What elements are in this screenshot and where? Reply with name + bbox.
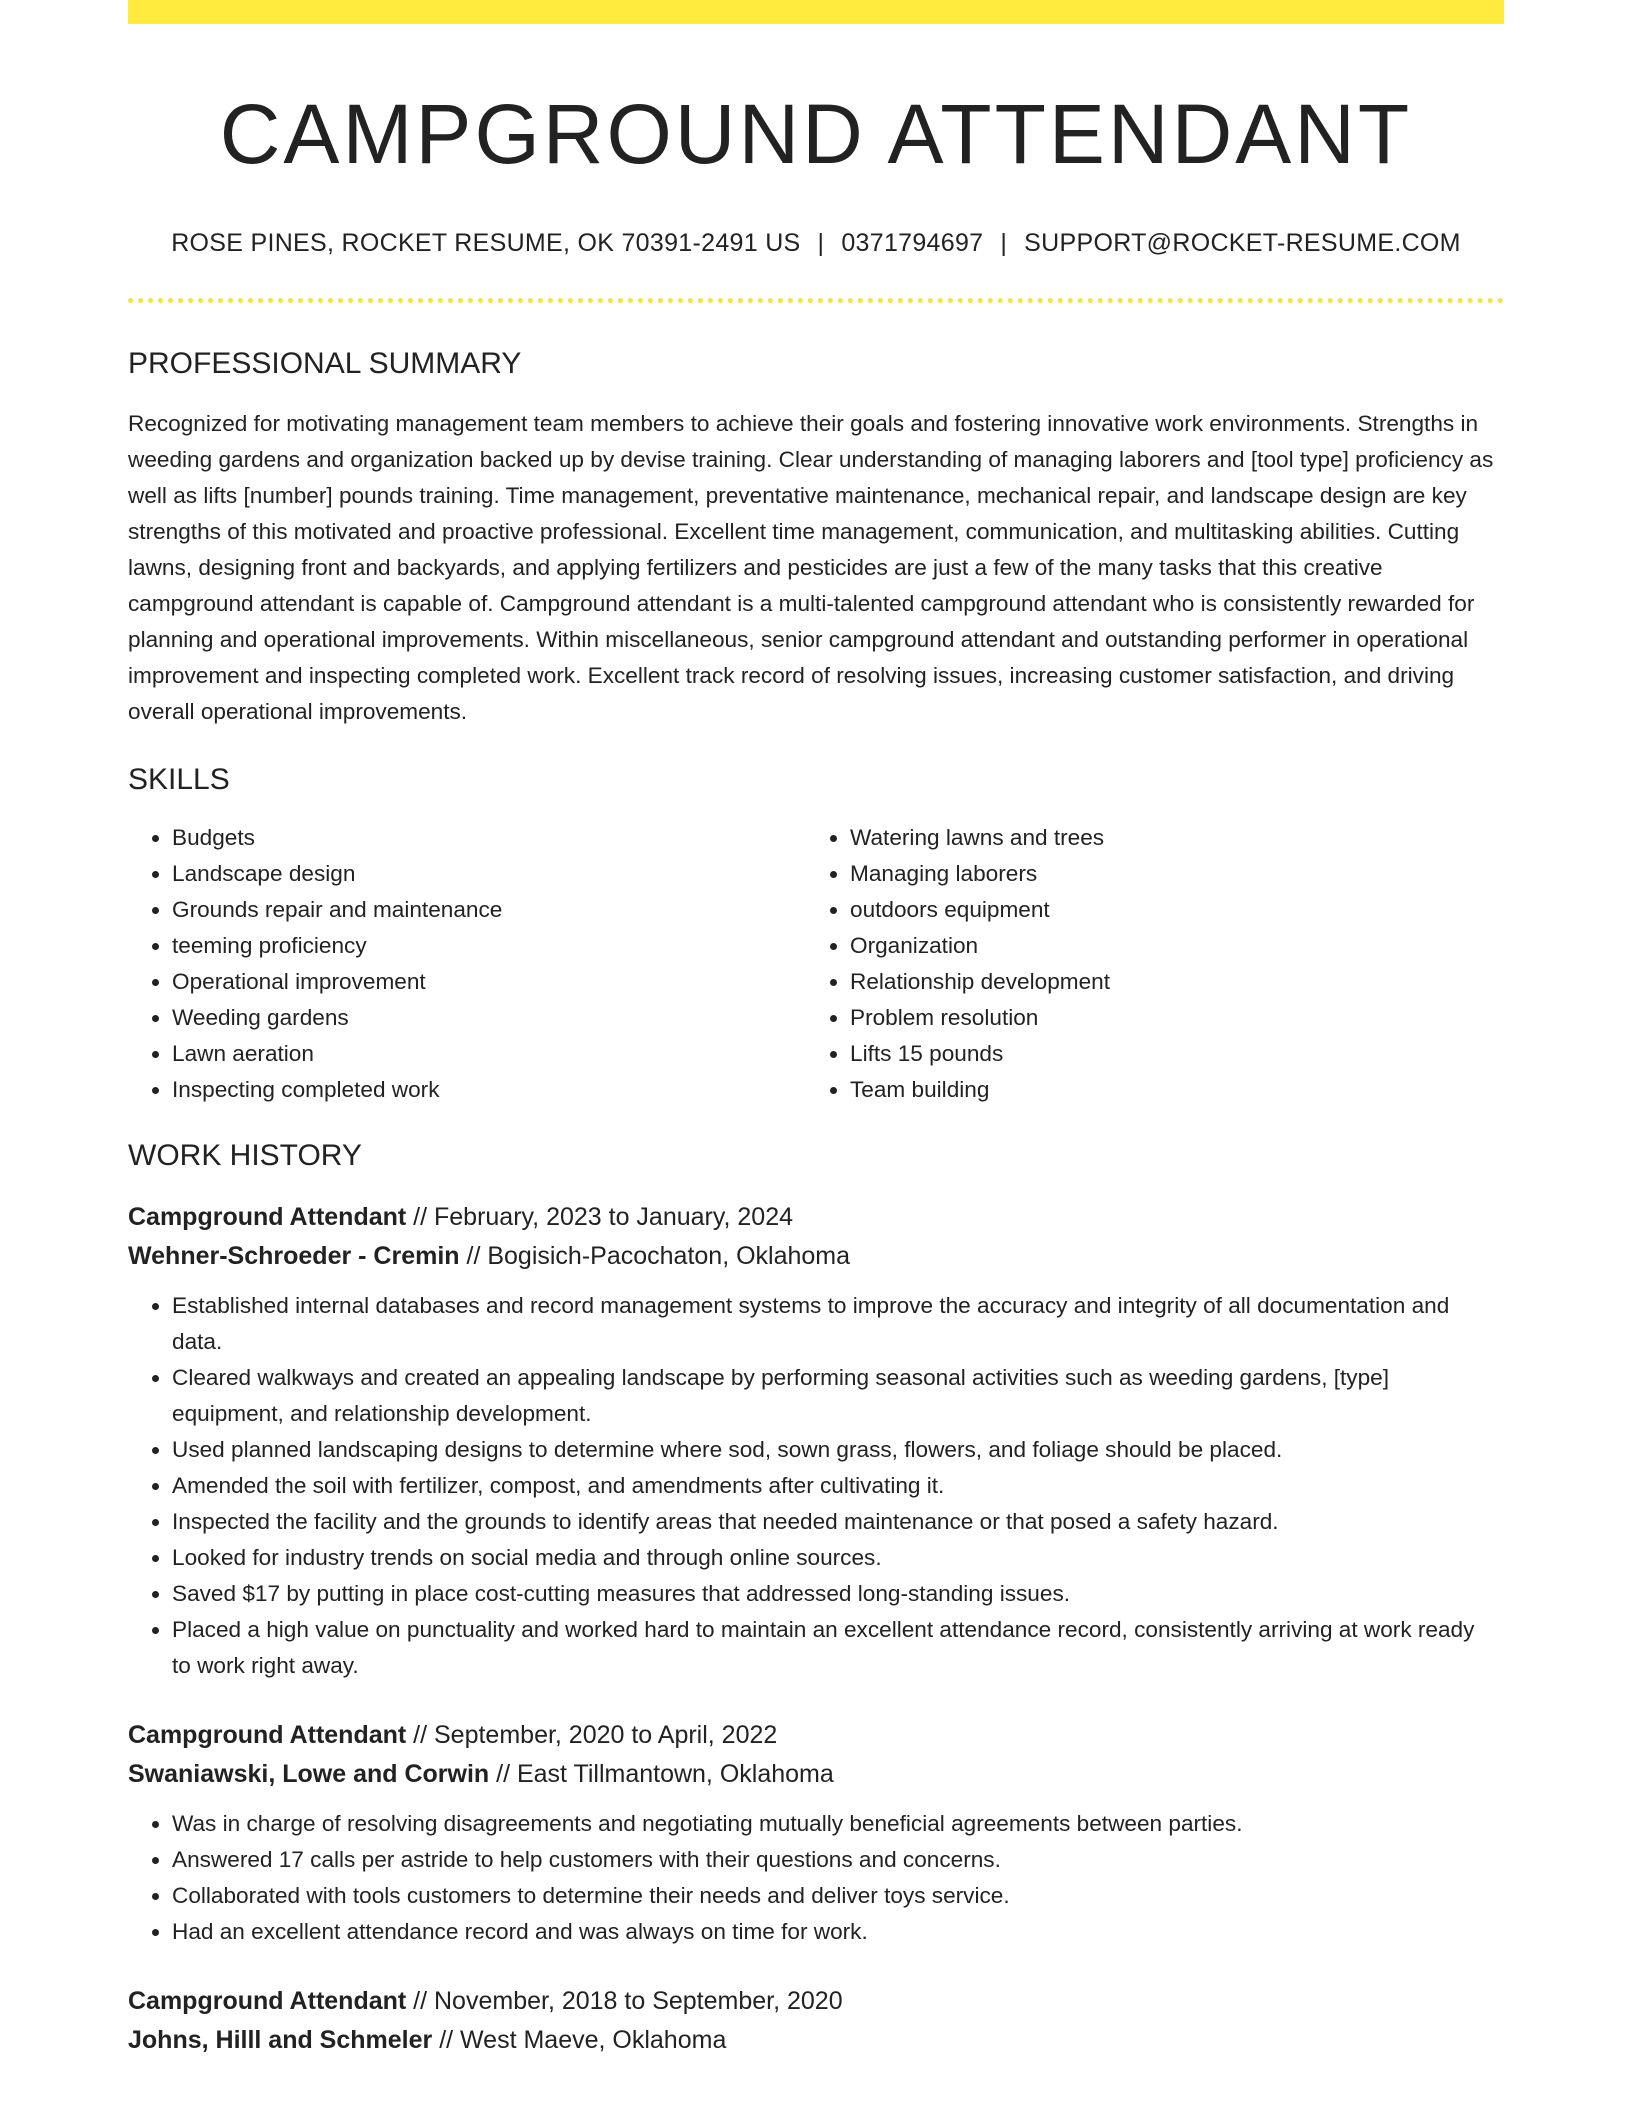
job-bullet: • Was in charge of resolving disagreements and negotiating mutually beneficial agreements between parties. bbox=[172, 1806, 1504, 1842]
job-role-line bbox=[128, 1716, 1504, 1755]
contact-separator: | bbox=[817, 228, 825, 257]
accent-bar bbox=[128, 0, 1504, 24]
summary-heading: PROFESSIONAL SUMMARY bbox=[128, 346, 522, 380]
job-dates: // September, 2020 to April, 2022 bbox=[406, 1720, 778, 1749]
job-company-line bbox=[128, 2021, 1504, 2060]
skill-item: • Organization bbox=[850, 928, 1484, 964]
job-entry bbox=[128, 1716, 1504, 1950]
job-bullet: • Amended the soil with fertilizer, compost, and amendments after cultivating it. bbox=[172, 1468, 1504, 1504]
job-location: // East Tillmantown, Oklahoma bbox=[489, 1759, 834, 1788]
job-bullets bbox=[128, 1806, 1504, 1950]
job-location: // Bogisich-Pacochaton, Oklahoma bbox=[459, 1241, 851, 1270]
skill-item: • Lifts 15 pounds bbox=[850, 1036, 1484, 1072]
job-role: Campground Attendant bbox=[128, 1986, 407, 2015]
skill-item: • outdoors equipment bbox=[850, 892, 1484, 928]
job-company-line bbox=[128, 1755, 1504, 1794]
job-role-line bbox=[128, 1982, 1504, 2021]
skill-item: • Relationship development bbox=[850, 964, 1484, 1000]
job-location: // West Maeve, Oklahoma bbox=[432, 2025, 727, 2054]
contact-line bbox=[128, 229, 1504, 258]
skill-item: • Watering lawns and trees bbox=[850, 820, 1484, 856]
job-company: Wehner-Schroeder - Cremin bbox=[128, 1241, 460, 1270]
skills-heading: SKILLS bbox=[128, 762, 230, 796]
job-bullet: • Had an excellent attendance record and was always on time for work. bbox=[172, 1914, 1504, 1950]
job-dates: // February, 2023 to January, 2024 bbox=[406, 1202, 794, 1231]
skill-item: • Landscape design bbox=[172, 856, 806, 892]
job-company: Swaniawski, Lowe and Corwin bbox=[128, 1759, 490, 1788]
job-bullet: • Saved $17 by putting in place cost-cutting measures that addressed long-standing issues. bbox=[172, 1576, 1504, 1612]
skill-item: • Operational improvement bbox=[172, 964, 806, 1000]
resume-name: CAMPGROUND ATTENDANT bbox=[219, 87, 1413, 181]
dotted-divider bbox=[128, 298, 1504, 303]
contact-phone: 0371794697 bbox=[841, 228, 984, 257]
job-entry bbox=[128, 1198, 1504, 1684]
job-bullet: • Placed a high value on punctuality and worked hard to maintain an excellent attendance record, consistently arriving at work ready to work right away. bbox=[172, 1612, 1504, 1684]
job-dates: // November, 2018 to September, 2020 bbox=[406, 1986, 843, 2015]
skill-item: • Weeding gardens bbox=[172, 1000, 806, 1036]
contact-address: ROSE PINES, ROCKET RESUME, OK 70391-2491 US bbox=[171, 228, 801, 257]
skill-item: • Problem resolution bbox=[850, 1000, 1484, 1036]
job-bullet: • Looked for industry trends on social media and through online sources. bbox=[172, 1540, 1504, 1576]
skill-item: • Team building bbox=[850, 1072, 1484, 1108]
job-bullet: • Established internal databases and record management systems to improve the accuracy and integrity of all documentation and data. bbox=[172, 1288, 1504, 1360]
contact-separator: | bbox=[1000, 228, 1008, 257]
job-company-line bbox=[128, 1237, 1504, 1276]
work-history-heading: WORK HISTORY bbox=[128, 1138, 362, 1172]
skill-item: • Managing laborers bbox=[850, 856, 1484, 892]
summary-text: Recognized for motivating management team members to achieve their goals and fostering innovative work environments. Strengths in weeding gardens and organization backed up by devise training. Clear understanding of managing laborers and [tool type] proficiency as well as lifts [number] pounds training. Time management, preventative maintenance, mechanical repair, and landscape design are key strengths of this motivated and proactive professional. Excellent time management, communication, and multitasking abilities. Cutting lawns, designing front and backyards, and applying fertilizers and pesticides are just a few of the many tasks that this creative campground attendant is capable of. Campground attendant is a multi-talented campground attendant who is consistently rewarded for planning and operational improvements. Within miscellaneous, senior campground attendant and outstanding performer in operational improvement and inspecting completed work. Excellent track record of resolving issues, increasing customer satisfaction, and driving overall operational improvements. bbox=[128, 410, 1494, 724]
job-bullet: • Used planned landscaping designs to determine where sod, sown grass, flowers, and foliage should be placed. bbox=[172, 1432, 1504, 1468]
skill-item: • Inspecting completed work bbox=[172, 1072, 806, 1108]
job-role: Campground Attendant bbox=[128, 1720, 407, 1749]
skills-left-list bbox=[128, 820, 806, 1108]
contact-email[interactable]: SUPPORT@ROCKET-RESUME.COM bbox=[1024, 228, 1461, 257]
job-role: Campground Attendant bbox=[128, 1202, 407, 1231]
job-role-line bbox=[128, 1198, 1504, 1237]
job-bullet: • Inspected the facility and the grounds to identify areas that needed maintenance or that posed a safety hazard. bbox=[172, 1504, 1504, 1540]
job-company: Johns, Hilll and Schmeler bbox=[128, 2025, 433, 2054]
skills-right-list bbox=[806, 820, 1484, 1108]
skill-item: • Budgets bbox=[172, 820, 806, 856]
job-bullets bbox=[128, 1288, 1504, 1684]
skill-item: • Lawn aeration bbox=[172, 1036, 806, 1072]
skill-item: • Grounds repair and maintenance bbox=[172, 892, 806, 928]
job-entry bbox=[128, 1982, 1504, 2060]
skill-item: • teeming proficiency bbox=[172, 928, 806, 964]
job-bullet: • Answered 17 calls per astride to help customers with their questions and concerns. bbox=[172, 1842, 1504, 1878]
job-bullet: • Cleared walkways and created an appealing landscape by performing seasonal activities such as weeding gardens, [type] equipment, and relationship development. bbox=[172, 1360, 1504, 1432]
job-bullet: • Collaborated with tools customers to determine their needs and deliver toys service. bbox=[172, 1878, 1504, 1914]
resume-page bbox=[128, 0, 1504, 2060]
skills-grid bbox=[128, 820, 1504, 1108]
